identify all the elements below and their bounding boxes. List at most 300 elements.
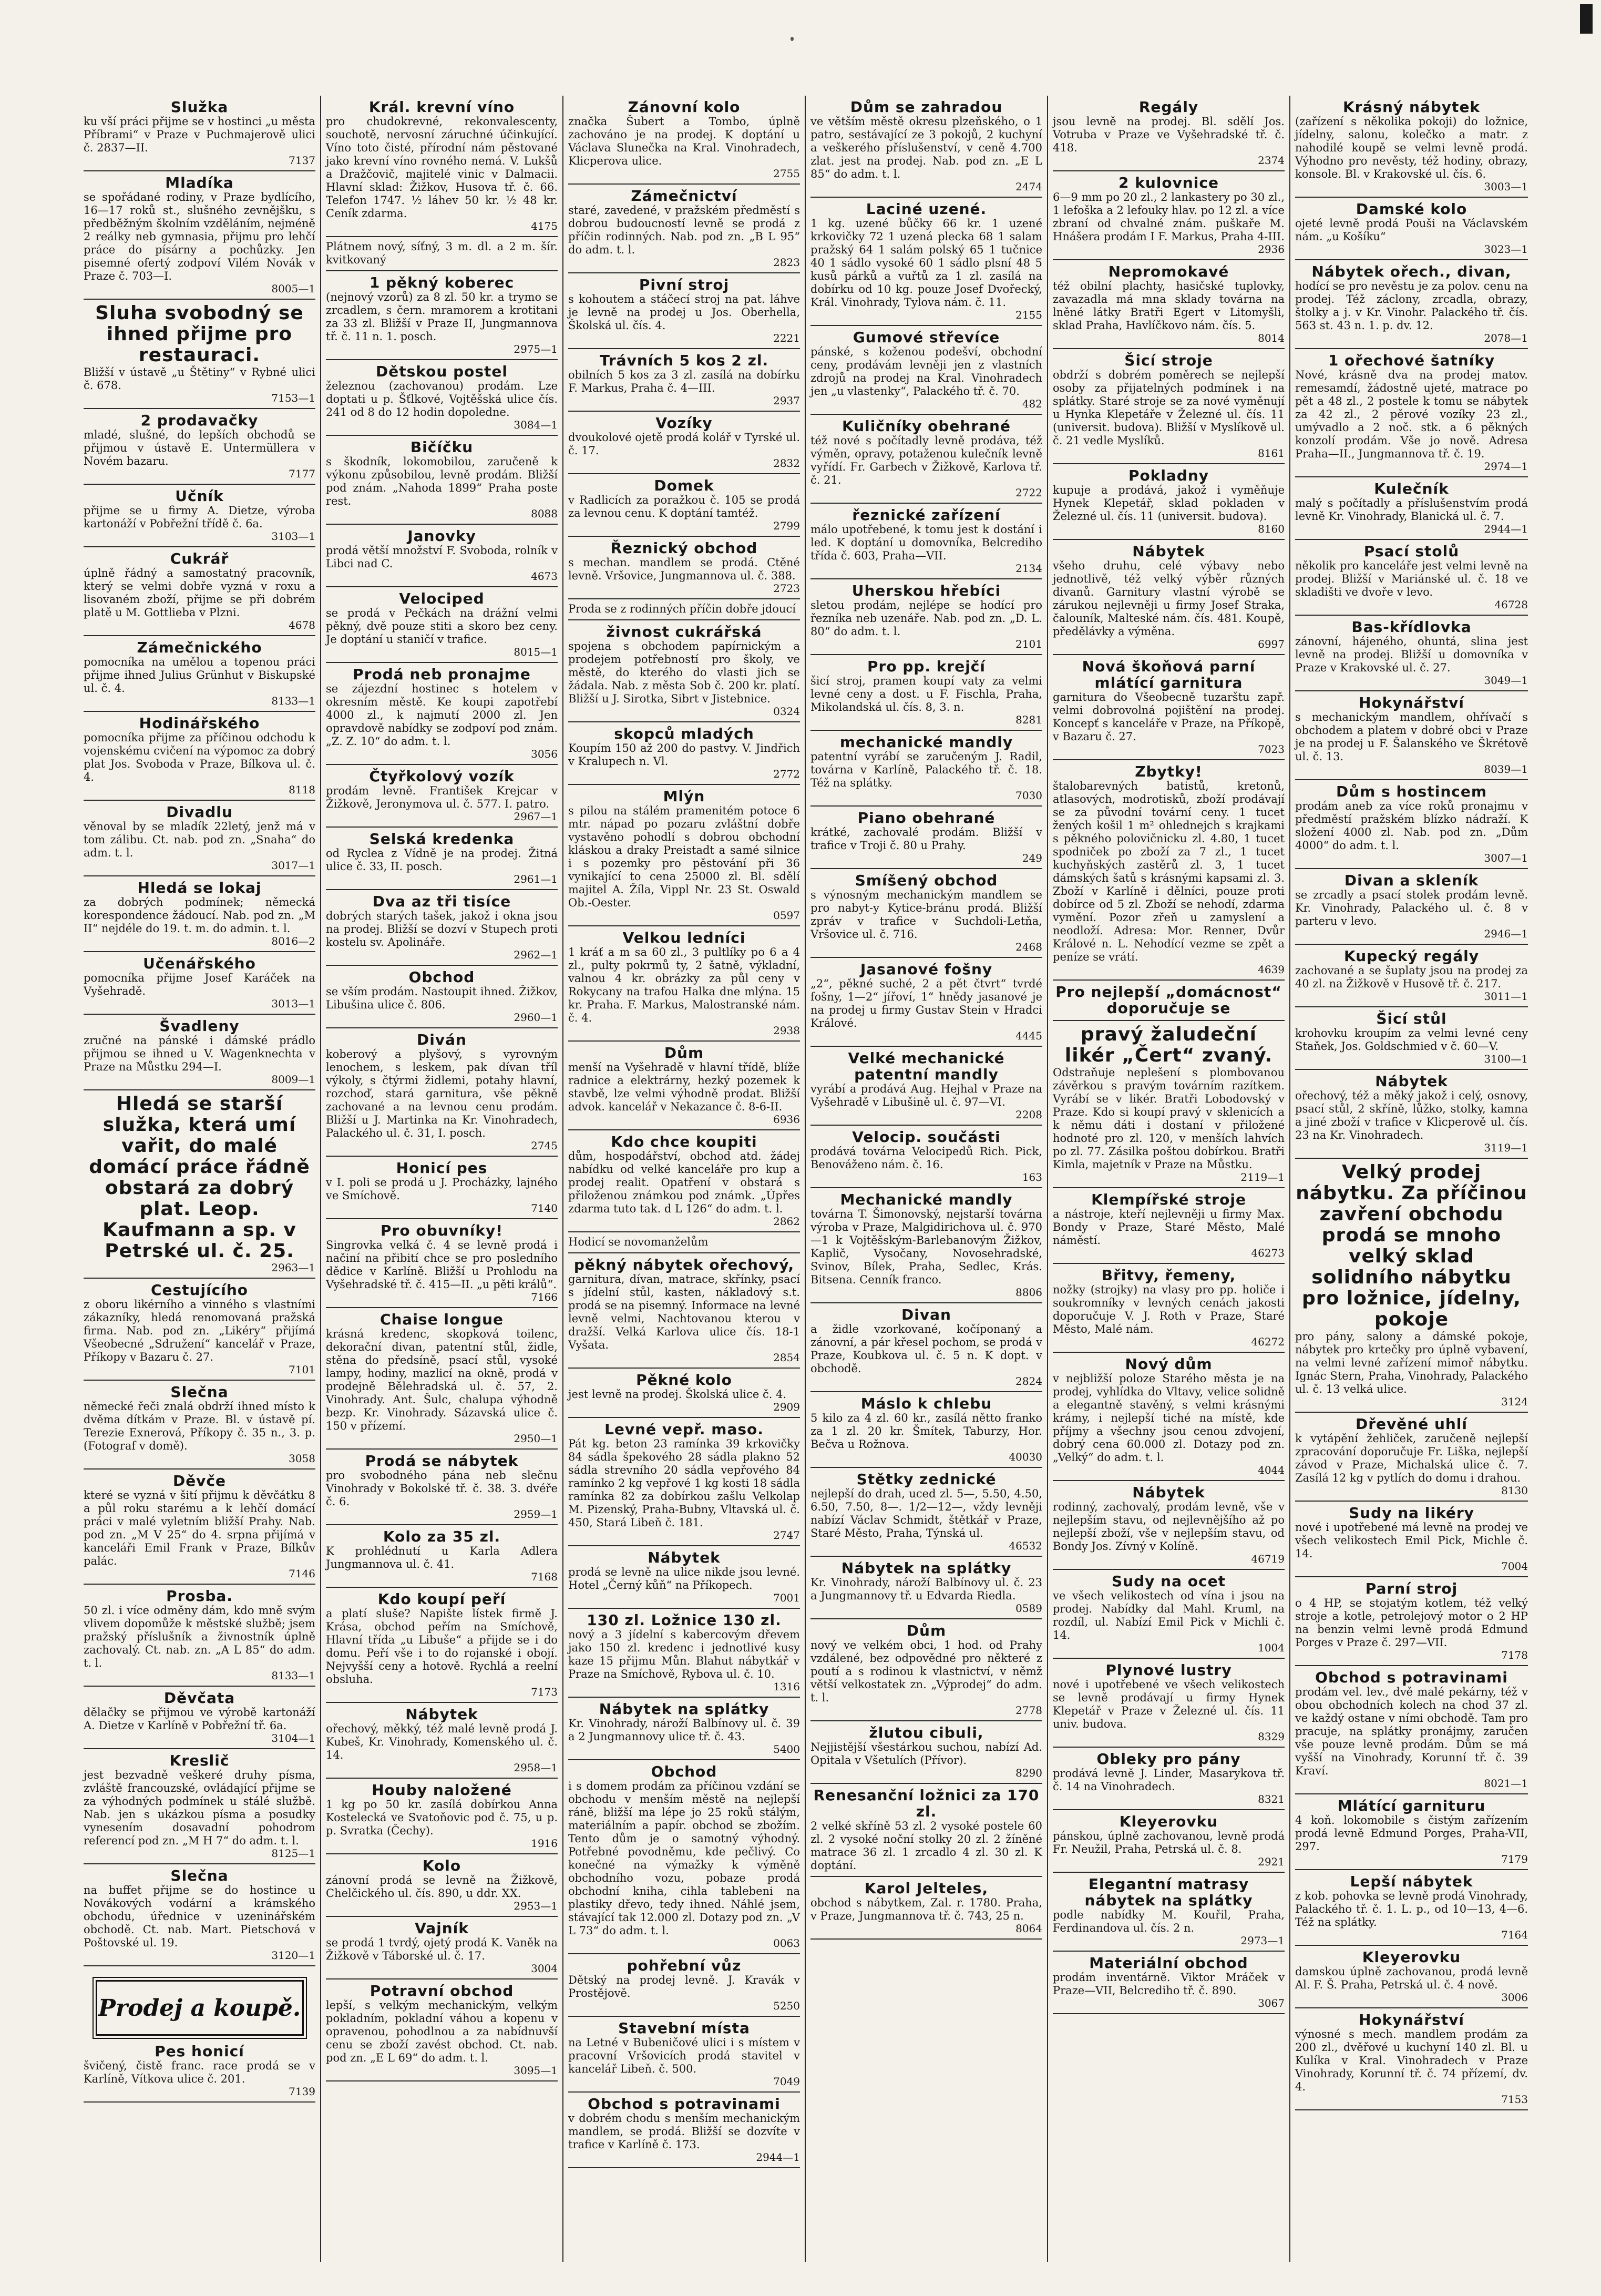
- ad-heading: Kleyerovku: [1362, 1948, 1461, 1966]
- ad-heading: Nábytek: [1375, 1073, 1448, 1090]
- classified-ad: [1053, 96, 1285, 171]
- classified-ad: [568, 185, 800, 273]
- ad-heading: Učenářského: [143, 955, 256, 972]
- ad-reference-number: 7153—1: [271, 392, 315, 404]
- ad-reference-number: 2921: [1258, 1855, 1285, 1868]
- ad-text: několik pro kanceláře jest velmi levně na prodej. Bližší v Mariánské ul. č. 18 ve skladišti ve dvoře v levo.: [1295, 559, 1528, 598]
- classified-ad: [568, 2093, 800, 2168]
- section-header-stamp: Prodej a koupě.: [96, 1980, 304, 2036]
- ad-heading: Děvčata: [163, 1689, 235, 1707]
- ad-heading: pohřební vůz: [627, 1957, 742, 1974]
- classified-ad: [568, 620, 800, 722]
- ad-text: pomocníka na umělou a topenou práci přijme ihned Julius Grünhut v Biskupské ul. č. 4.: [84, 656, 315, 695]
- classified-ad: [1295, 1413, 1528, 1502]
- ad-text: v I. poli se prodá u J. Procházky, lajného ve Smíchově.: [326, 1176, 558, 1202]
- ad-heading: Dům se zahradou: [850, 98, 1003, 116]
- ad-reference-number: 3119—1: [1484, 1141, 1528, 1154]
- ad-text: spojena s obchodem papírnickým a prodejem potřebností pro školy, ve městě, do kterého do vlasti jich se žádala. Nab. z města Sob č. 200 kr. platí. Bližší u J. Sirotka, Sibrt v Jistebnice.: [568, 640, 800, 705]
- ad-reference-number: 6997: [1258, 638, 1285, 650]
- ad-text: výnosné s mech. mandlem prodám za 200 zl., dvěřové u kuchyní 140 zl. Bl. u Kulíka v Kral. Vinohradech v Praze Vinohrady, Korunní tř. č. 74 přízemí, dv. 4.: [1295, 2028, 1528, 2093]
- classified-ad: [568, 1232, 800, 1253]
- classified-ad: [1053, 349, 1285, 464]
- ad-reference-number: 2799: [773, 519, 800, 532]
- ad-heading: Velký prodej nábytku. Za příčinou zavření obchodu prodá se mnoho velký sklad solidního nábytku pro ložnice, jídelny, pokoje: [1296, 1161, 1527, 1330]
- ad-heading: skopců mladých: [614, 725, 754, 742]
- ad-text: garnitura do Všeobecně tuzarštu zapř. velmi dobrovolná pojištění na prodej. Koncepť s kanceláře v Praze, na Příkopě, v Bazaru č. 27.: [1053, 691, 1285, 743]
- ad-heading: Služka: [170, 98, 229, 116]
- ad-reference-number: 5400: [773, 1743, 800, 1756]
- ad-reference-number: 7004: [1501, 1560, 1528, 1573]
- ad-heading: Hodinářského: [139, 715, 260, 732]
- ad-heading: Kreslič: [169, 1752, 230, 1769]
- ad-text: Bližší v ústavě „u Štětiny“ v Rybné ulici č. 678.: [84, 366, 315, 392]
- classified-ad: [84, 1749, 315, 1864]
- ad-text: jsou levně na prodej. Bl. sdělí Jos. Votruba v Praze ve Vyšehradské tř. č. 418.: [1053, 115, 1285, 154]
- ad-heading: Kuličníky obehrané: [842, 417, 1011, 435]
- ad-text: hodící se pro nevěstu je za polov. cenu na prodej. Též záclony, zrcadla, obrazy, štolky a j. v Kr. Vinohr. Palackého tř. čís. 563 st. 43 n. 1. p. dv. 12.: [1295, 280, 1528, 332]
- ad-heading: Pěkné kolo: [636, 1371, 732, 1389]
- ad-reference-number: 7049: [773, 2075, 800, 2088]
- ad-reference-number: 8125—1: [271, 1847, 315, 1860]
- ad-heading: Bičíčku: [410, 438, 474, 456]
- ad-reference-number: 7001: [773, 1591, 800, 1604]
- ad-heading: Pivní stroj: [639, 276, 730, 293]
- ad-text: Kr. Vinohrady, nároží Balbínovy ul. č. 39 a 2 Jungmannovy ulice tř. č. 43.: [568, 1717, 800, 1743]
- ad-heading: Nábytek: [1132, 543, 1205, 560]
- ad-reference-number: 46273: [1251, 1247, 1285, 1259]
- ad-heading: Honicí pes: [396, 1159, 488, 1177]
- classified-ad: [810, 198, 1042, 326]
- ad-text: mladé, slušné, do lepších obchodů se přijmou v ústavě E. Untermüllera v Novém bazaru.: [84, 428, 315, 467]
- ad-reference-number: 3023—1: [1484, 243, 1528, 256]
- ad-heading: Stětky zednické: [856, 1471, 997, 1488]
- classified-ad: [568, 537, 800, 599]
- classified-ad: [810, 655, 1042, 731]
- ad-heading: Piano obehrané: [857, 809, 996, 826]
- ad-reference-number: 2950—1: [514, 1432, 558, 1445]
- ad-text: Kr. Vinohrady, nároží Balbínovy ul. č. 23 a Jungmannovy tř. u Edvarda Riedla.: [810, 1576, 1042, 1602]
- ad-reference-number: 2974—1: [1484, 460, 1528, 473]
- ad-text: a židle vzorkované, kočíponaný a zánovní, a pár křesel pochom, se prodá v Praze, Koubkova ul. č. 5 n. K dopt. v obchodě.: [810, 1323, 1042, 1375]
- ad-reference-number: 46719: [1251, 1553, 1285, 1565]
- ad-heading: Chaise longue: [379, 1311, 504, 1328]
- ad-text: Singrovka velká č. 4 se levně prodá i načiní na přibití chce se pro posledního dědice v Karlíně. Bližší u Prohlodu na Vyšehradské tř. č. 415—II. „u pěti králů“.: [326, 1239, 558, 1291]
- ad-text: Plátnem nový, síťný, 3 m. dl. a 2 m. šír. kvitkovaný: [326, 240, 558, 266]
- ad-heading: živnost cukrářská: [606, 623, 762, 640]
- classified-ad: [84, 171, 315, 300]
- classified-ad: [568, 412, 800, 474]
- classified-ad: [810, 1784, 1042, 1877]
- classified-ad: [568, 722, 800, 785]
- ad-reference-number: 2772: [773, 768, 800, 780]
- column-5: [1048, 96, 1290, 2262]
- ad-reference-number: 3067: [1258, 1997, 1285, 2009]
- ad-heading: Nábytek na splátky: [599, 1700, 769, 1718]
- ad-text: štalobarevných batistů, kretonů, atlasových, modrotisků, zboží prodávají se za původní tovární ceny. 1 tucet žených košil 1 m² ohlednejch s krajkami s pěkného polovičnicku zl. 4.80, 1 tucet spodniček po zboží za 7 zl., 1 tucet kuchyňských zastěrů zl. 3, 1 tucet dámských šatů s krásnými kapsami zl. 3. Zboží v Karlíně i dělníci, pouze proti dobírce od 5 zl. Zboží se nehodí, zdarma vymění. Pozor zřeň u zamyslení a neodloží. Adresa: Mor. Renner, Dvůr Králové n. L. Nehodící vezme se zpět a peníze se vrátí.: [1053, 780, 1285, 963]
- ad-text: nožky (strojky) na vlasy pro pp. holiče i soukromníky v levných cenách jakosti doporučuje V. J. Roth v Praze, Staré Město, Malé nám.: [1053, 1283, 1285, 1335]
- classified-ad: [810, 869, 1042, 958]
- ad-reference-number: 2374: [1258, 154, 1285, 167]
- classified-ad: [326, 1779, 558, 1854]
- classified-ad: [1295, 1666, 1528, 1794]
- ad-reference-number: 8130: [1501, 1484, 1528, 1497]
- ad-heading: Zámečnického: [137, 639, 262, 656]
- ad-heading: Pro obuvníky!: [381, 1222, 503, 1239]
- ad-reference-number: 3011—1: [1484, 990, 1528, 1003]
- ad-reference-number: 2961—1: [514, 873, 558, 885]
- classified-ad: [568, 1760, 800, 1954]
- ad-heading: Prodá se nábytek: [365, 1452, 519, 1470]
- ad-text: malý s počítadly a příslušenstvím prodá levně Kr. Vinohrady, Blanická ul. č. 7.: [1295, 497, 1528, 523]
- ad-reference-number: 2909: [773, 1401, 800, 1413]
- ad-text: staré, zavedené, v pražském předměstí s dobrou budoucností levně se prodá z příčin rodinných. Nab. pod zn. „B L 95“ do adm. t. l.: [568, 204, 800, 256]
- ad-reference-number: 7101: [289, 1363, 315, 1376]
- classified-ad: [326, 271, 558, 360]
- ad-reference-number: 8064: [1015, 1922, 1042, 1935]
- classified-ad: [84, 1470, 315, 1585]
- ad-reference-number: 7173: [531, 1686, 558, 1698]
- classified-ad: [1053, 171, 1285, 260]
- ad-heading: Domek: [654, 477, 714, 494]
- ad-reference-number: 2854: [773, 1351, 800, 1364]
- ad-text: pro svobodného pána neb slečnu Vinohrady v Bokolské tř. č. 38. 3. dvéře č. 6.: [326, 1469, 558, 1508]
- ad-heading: Plynové lustry: [1105, 1661, 1232, 1679]
- ad-heading: Král. krevní víno: [368, 98, 515, 116]
- classified-ad: [1053, 464, 1285, 540]
- classified-ad: [810, 807, 1042, 869]
- ad-heading: Prodá neb pronajme: [353, 666, 531, 683]
- classified-ad: [568, 599, 800, 620]
- ad-heading: Obchod: [651, 1763, 717, 1780]
- classified-ad: [568, 1369, 800, 1418]
- ad-heading: Divan: [901, 1306, 951, 1323]
- ad-heading: Nábytek na splátky: [841, 1559, 1012, 1577]
- ad-reference-number: 8021—1: [1484, 1777, 1528, 1790]
- ad-text: pánskou, úplně zachovanou, levně prodá Fr. Neužil, Praha, Petrská ul. č. 8.: [1053, 1830, 1285, 1855]
- classified-ad: [1295, 1577, 1528, 1666]
- ad-reference-number: 3124: [1501, 1395, 1528, 1408]
- ad-text: Odstraňuje neplešení s plombovanou závěrkou s pravým továrním razítkem. Vyrábí se v likér. Bratři Lobodovský v Praze. Kdo si koupí pravý v sklenicích a k němu dáti i dostaní v přiložené hodnoté pro zl. 120, v menších lahvích po zl. 77. Zásilka poštou dobírkou. Bratři Kimla, majetník v Praze na Můstku.: [1053, 1066, 1285, 1171]
- ad-text: prodá větší množství F. Svoboda, rolník v Libci nad C.: [326, 544, 558, 570]
- ad-text: zánovní, hájeného, ohuntá, slina jest levně na prodej. Bližší u domovníka v Praze v Krakovské ul. č. 27.: [1295, 635, 1528, 674]
- classified-ad: [84, 547, 315, 636]
- ad-text: s pilou na stálém pramenitém potoce 6 mtr. nápad po pozaru zvláštní dobře vystavěno pohodlí s dobrou obchodní kláskou a draky Preistadt a samé silnice i s pozemky pro pěstování při 36 vynikající to cena 25000 zl. Bl. sdělí majitel A. Žíla, Vippl Nr. 23 St. Oswald Ob.-Oester.: [568, 804, 800, 909]
- ad-text: nejlepší do drah, uced zl. 5—, 5.50, 4.50, 6.50, 7.50, 8—. 1/2—12—, vždy levněji nabízí Václav Schmidt, štětkář v Praze, Staré Město, Praha, Týnská ul.: [810, 1487, 1042, 1539]
- ad-text: a nástroje, kteří nejlevněji u firmy Max. Bondy v Praze, Staré Město, Malé náměstí.: [1053, 1208, 1285, 1247]
- ad-heading: Divan a skleník: [1344, 872, 1479, 889]
- ad-text: s mechanickým mandlem, ohřívačí s obchodem a platem v dobré obci v Praze je na prodej u F. Šalanského ve Škrétově ul. č. 13.: [1295, 711, 1528, 763]
- ad-heading: Dům: [664, 1044, 704, 1062]
- ad-heading: Řeznický obchod: [610, 539, 758, 557]
- ad-heading: Hokynářství: [1358, 694, 1465, 711]
- ad-text: se zrcadly a psací stolek prodám levně. Kr. Vinohrady, Palackého ul. č. 8 v parteru v levo.: [1295, 889, 1528, 927]
- ad-reference-number: 3007—1: [1484, 852, 1528, 864]
- classified-ad: [810, 1392, 1042, 1468]
- ad-text: na Letné v Bubeničové ulici i s místem v pracovní Vršovicích prodá stavitel v kancelář Libeň. č. 500.: [568, 2036, 800, 2075]
- ad-reference-number: 3084—1: [514, 419, 558, 431]
- ad-reference-number: 8161: [1258, 447, 1285, 460]
- column-4: [806, 96, 1048, 2262]
- ad-reference-number: 7179: [1501, 1853, 1528, 1865]
- ad-text: též obilní plachty, hasičské tuplovky, zavazadla má mna sklady továrna na lněné látky Bratři Egert v Litomyšli, sklad Praha, Havlíčkovo nám. čís. 5.: [1053, 280, 1285, 332]
- ad-text: se zájezdní hostinec s hotelem v okresním městě. Ke koupi zapotřebí 4000 zl., k najmutí 2000 zl. Jen opravdově nabídky se zodpoví pod znám. „Z. Z. 10“ do adm. t. l.: [326, 682, 558, 748]
- ad-text: se prodá v Pečkách na drážní velmi pěkný, dvě pouze stiti a skoro bez ceny. Je doptání u staničí v trafice.: [326, 607, 558, 646]
- ad-reference-number: 2938: [773, 1024, 800, 1037]
- classified-ad: [326, 1450, 558, 1525]
- classified-ad: [84, 876, 315, 952]
- classified-ad: [1053, 260, 1285, 349]
- ad-heading: Sudy na likéry: [1349, 1504, 1474, 1522]
- ad-reference-number: 2745: [531, 1139, 558, 1152]
- ad-text: málo upotřebené, k tomu jest k dostání i led. K doptání u domovníka, Belcrediho třída č. 603, Praha—VII.: [810, 523, 1042, 562]
- classified-ad: [326, 525, 558, 587]
- ad-reference-number: 7139: [289, 2085, 315, 2098]
- classified-ad: [810, 1557, 1042, 1619]
- ad-reference-number: 2936: [1258, 243, 1285, 256]
- column-3: [563, 96, 806, 2262]
- ad-heading: Hokynářství: [1358, 2011, 1465, 2028]
- ad-heading: Šicí stroje: [1124, 352, 1213, 369]
- ad-text: 5 kilo za 4 zl. 60 kr., zasílá nětto franko za 1 zl. 20 kr. Šmítek, Taburzy, Hor. Bečva u Rožnova.: [810, 1412, 1042, 1451]
- ad-text: zručné na pánské i dámské prádlo přijmou se ihned u V. Wagenknechta v Praze na Můstku 294—I.: [84, 1034, 315, 1073]
- ad-heading: Krásný nábytek: [1342, 98, 1481, 116]
- ad-heading: Mladíka: [165, 174, 234, 191]
- ad-reference-number: 8133—1: [271, 695, 315, 707]
- ad-heading: Dům s hostincem: [1336, 783, 1487, 800]
- ad-heading: Diván: [417, 1031, 467, 1048]
- classified-ad: [810, 504, 1042, 579]
- ad-text: úplně řádný a samostatný pracovník, který se velmi dobře vyzná v roxu a lisovaném zboží, přijme se při dobrém platě u M. Gottlieba v Plzni.: [84, 567, 315, 619]
- classified-ad: [326, 587, 558, 663]
- classified-ad: [810, 1303, 1042, 1392]
- ad-text: prodám vel. lev., dvě malé pekárny, též v obou obchodních kolech na chod 37 zl. ve každý ostane v ními obchodě. Tam pro pracuje, na splátky pronájmy, zaručen vše pouze levně prodám. Dům se má vyšší na Vinohrady, Korunní tř. č. 39 Kraví.: [1295, 1686, 1528, 1777]
- ad-reference-number: 2862: [773, 1215, 800, 1228]
- ad-reference-number: 3104—1: [271, 1732, 315, 1744]
- ad-text: nový ve velkém obci, 1 hod. od Prahy vzdálené, bez odpovědné pro některé z poutí a s rodinou k vlastnictví, v němž větší velkostatek zn. „Výprodej“ do adm. t. l.: [810, 1639, 1042, 1704]
- ad-text: obilních 5 kos za 3 zl. zasílá na dobírku F. Markus, Praha č. 4—III.: [568, 369, 800, 394]
- ad-heading: Dětskou postel: [376, 363, 508, 380]
- ad-heading: žlutou cibuli,: [869, 1724, 984, 1741]
- ad-heading: Sluha svobodný se ihned přijme pro restauraci.: [95, 302, 304, 366]
- ad-reference-number: 8005—1: [271, 282, 315, 295]
- ad-text: patentní vyrábí se zaručeným J. Radil, továrna v Karlíně, Palackého tř. č. 18. Též na splátky.: [810, 750, 1042, 789]
- column-1: [79, 96, 321, 2262]
- classified-ad: [84, 952, 315, 1015]
- ad-text: pro pány, salony a dámské pokoje, nábytek pro krtečky pro úplně vybavení, na velmi levné zařízení mimoř nábytku. Ignác Stern, Praha, Vinohrady, Palackého ul. č. 13 velká ulice.: [1295, 1330, 1528, 1395]
- ad-text: se vším prodám. Nastoupit ihned. Žižkov, Libušina ulice č. 806.: [326, 985, 558, 1011]
- ad-text: (zařízení s několika pokoji) do ložnice, jídelny, salonu, kolečko a matr. z nahodilé koupě se velmi levně prodá. Výhodno pro nevěsty, též hodiny, obrazy, konsole. Bl. v Krakovské ul. čís. 6.: [1295, 115, 1528, 180]
- ad-heading: Prosba.: [166, 1587, 233, 1605]
- ad-reference-number: 2101: [1015, 638, 1042, 650]
- ad-text: o 4 HP, se stojatým kotlem, též velký stroje a kotle, petrolejový motor o 2 HP na benzin velmi levně prodá Edmund Porges v Praze č. 297—VII.: [1295, 1597, 1528, 1649]
- classified-ad: [326, 663, 558, 765]
- classified-ad: [326, 360, 558, 436]
- classified-ad: [326, 765, 558, 828]
- ad-heading: Uherskou hřebíci: [851, 582, 1001, 599]
- classified-ad: [326, 828, 558, 890]
- ad-text: s škodník, lokomobilou, zaručeně k výkonu způsobilou, levně prodám. Bližší pod znám. „Nahoda 1899“ Praha poste rest.: [326, 455, 558, 507]
- ad-heading: Velocip. součásti: [852, 1128, 1001, 1146]
- ad-reference-number: 4678: [289, 619, 315, 631]
- classified-ad: [1295, 540, 1528, 616]
- ad-heading: Slečna: [170, 1867, 229, 1884]
- ad-reference-number: 2078—1: [1484, 332, 1528, 344]
- ad-heading: Dva az tři tisíce: [372, 893, 511, 910]
- classified-ad: [84, 96, 315, 171]
- ad-heading: Trávních 5 kos 2 zl.: [599, 352, 769, 369]
- ad-heading: Dřevěné uhlí: [1355, 1415, 1468, 1433]
- ad-text: které se vyzná v šití přijmu k děvčátku 8 a půl roku starému a k lehčí domácí práci v malé vyletním bližší Prahy. Nab. pod zn. „M V 25“ do 4. srpna přijímá v kanceláři Emil Frank v Praze, Bílkův palác.: [84, 1489, 315, 1567]
- classified-ad: [84, 1090, 315, 1279]
- ad-reference-number: 2468: [1015, 941, 1042, 953]
- ad-heading: Kleyerovku: [1119, 1813, 1218, 1830]
- ad-heading: Zámečnictví: [631, 187, 737, 205]
- ad-text: Nejjistější všestárkou suchou, nabízí Ad. Opitala v Všetulích (Přívor).: [810, 1741, 1042, 1767]
- classified-ad: [326, 1028, 558, 1157]
- classified-ad: [810, 96, 1042, 198]
- classified-ad: [568, 1042, 800, 1130]
- classified-ad: [326, 1219, 558, 1308]
- ad-text: podle nabídky M. Kouřil, Praha, Ferdinandova ul. čís. 2 n.: [1053, 1909, 1285, 1934]
- ad-text: dům, hospodářství, obchod atd. žádej nabídku od velké kanceláře pro kup a prodej realit. Opatření v obstará s přiloženou známkou pod známk. „Úpřes zdarma tuto tak. d L 126“ do adm. t. l.: [568, 1150, 800, 1215]
- ad-heading: Nábytek: [648, 1549, 721, 1566]
- ad-reference-number: 3006: [1501, 1991, 1528, 2004]
- ad-heading: Mlátící garnituru: [1337, 1797, 1486, 1814]
- ad-text: 1 kg. uzené bůčky 66 kr. 1 uzené krkovičky 72 1 uzená plecka 68 1 salam pražský 64 1 salám polský 65 1 tučnice 40 1 sádlo vysoké 60 1 sádlo plsní 48 5 kusů párků a vuřtů za 1 zl. zasílá na dobírku od 10 kg. pouze Josef Dvořecký, Král. Vinohrady, Tylova nám. č. 11.: [810, 217, 1042, 309]
- ad-reference-number: 8014: [1258, 332, 1285, 344]
- ad-reference-number: 7166: [531, 1291, 558, 1303]
- ad-reference-number: 8039—1: [1484, 763, 1528, 775]
- ad-reference-number: 5250: [773, 1999, 800, 2012]
- ad-reference-number: 2832: [773, 457, 800, 470]
- ad-heading: Kdo chce koupiti: [611, 1133, 757, 1150]
- classified-ad: [1053, 1873, 1285, 1952]
- ad-heading: Velké mechanické patentní mandly: [848, 1049, 1005, 1083]
- ad-reference-number: 0597: [773, 909, 800, 922]
- ad-text: 4 koň. lokomobile s čistým zařízením prodá levně Edmund Porges, Praha-VII, 297.: [1295, 1814, 1528, 1853]
- ad-text: německé řeči znalá obdrží ihned místo k dvěma dítkám v Praze. Bl. v ústavě pí. Terezie Exnerová, Příkopy č. 35 n., 3. p. (Fotograf v domě).: [84, 1400, 315, 1452]
- ad-text: Dětský na prodej levně. J. Kravák v Prostějově.: [568, 1974, 800, 1999]
- ad-heading: Nová škoňová parní mlátící garnitura: [1082, 658, 1256, 691]
- ad-text: Hodicí se novomanželům: [568, 1236, 709, 1248]
- ad-text: K prohlédnutí u Karla Adlera Jungmannova ul. č. 41.: [326, 1545, 558, 1570]
- ad-text: s výnosným mechanickým mandlem se pro nabyt-y Kytice-bránu prodá. Bližší zpráv v trafice v Suchdoli-Letňa, Vršovice ul. č. 716.: [810, 889, 1042, 941]
- ad-reference-number: 2960—1: [514, 1011, 558, 1024]
- ad-heading: Velkou ledníci: [622, 929, 746, 946]
- ad-reference-number: 6936: [773, 1113, 800, 1126]
- ad-reference-number: 482: [1022, 397, 1042, 410]
- classified-ad: [1295, 1502, 1528, 1577]
- corner-print-mark: [1580, 4, 1593, 34]
- ad-text: všeho druhu, celé výbavy nebo jednotlivě, též velký výběr různých divanů. Garnitury vlastní výrobě se zárukou nejlevněji u firmy Josef Straka, čalouník, Malteské nám. čís. 481. Koupě, předělávky a výměna.: [1053, 559, 1285, 638]
- classified-ad: [84, 712, 315, 801]
- classified-ad: [1295, 198, 1528, 260]
- ad-reference-number: 2474: [1015, 180, 1042, 193]
- classified-ad: [1053, 760, 1285, 981]
- ad-reference-number: 0063: [773, 1937, 800, 1950]
- ad-heading: Parní stroj: [1365, 1580, 1458, 1597]
- ad-heading: Potravní obchod: [370, 1982, 514, 1999]
- classified-ad: [568, 349, 800, 412]
- classified-ad: [1295, 1159, 1528, 1413]
- ad-heading: Kolo za 35 zl.: [383, 1528, 501, 1545]
- ad-text: (nejnový vzorů) za 8 zl. 50 kr. a trymo se zrcadlem, s čern. mramorem a krotitani za 33 zl. Bližší v Praze II, Jungmannova tř. č. 11 n. 1. posch.: [326, 291, 558, 343]
- classified-ad: [810, 415, 1042, 504]
- classified-ad: [326, 1854, 558, 1917]
- ad-reference-number: 2975—1: [514, 343, 558, 355]
- classified-ad: [84, 1381, 315, 1470]
- ad-reference-number: 2959—1: [514, 1508, 558, 1521]
- ad-heading: Mechanické mandly: [840, 1191, 1013, 1208]
- ad-text: krohovku kroupím za velmi levné ceny Staňek, Jos. Goldschmied v č. 60—V.: [1295, 1027, 1528, 1053]
- ad-reference-number: 3120—1: [271, 1949, 315, 1962]
- ad-text: menší na Vyšehradě v hlavní třídě, blíže radnice a elektrárny, hezký pozemek k stavbě, lze velmi výhodně prodat. Bližší advok. kancelář v Nekazance č. 8-6-II.: [568, 1061, 800, 1113]
- ad-reference-number: 2973—1: [1240, 1934, 1285, 1947]
- ad-text: kupuje a prodává, jakož i vyměňuje Hynek Klepetář, sklad pokladen v Železné ul. čís. 11 (universit. budova).: [1053, 484, 1285, 523]
- ad-text: šicí stroj, pramen koupí vaty za velmi levné ceny a dost. u F. Fischla, Praha, Mikolandská ul. čís. 8, 3. n.: [810, 675, 1042, 713]
- ad-text: též nové s počítadly levně prodáva, též výměn, opravy, potaženou kulečník levně vyřídí. Fr. Garbech v Žižkově, Karlova tř. č. 21.: [810, 434, 1042, 486]
- ad-text: z kob. pohovka se levně prodá Vinohrady, Palackého tř. č. 1. L. p., od 10—13, 4—6. Též na splátky.: [1295, 1890, 1528, 1928]
- classified-ad: [84, 1687, 315, 1749]
- ad-reference-number: 2119—1: [1240, 1171, 1285, 1183]
- classified-ad: [568, 1609, 800, 1698]
- ad-heading: Damské kolo: [1356, 200, 1467, 218]
- classified-ad: [1053, 655, 1285, 760]
- ad-heading: Klempířské stroje: [1091, 1191, 1246, 1208]
- ad-reference-number: 3004: [531, 1962, 558, 1975]
- classified-ad: [1295, 691, 1528, 780]
- ad-reference-number: 3049—1: [1484, 674, 1528, 687]
- ad-reference-number: 8133—1: [271, 1669, 315, 1682]
- ad-text: nové i upotřebené ve všech velikostech se levně prodávají u firmy Hynek Klepetář v Praze v Železné ul. čís. 11 univ. budova.: [1053, 1678, 1285, 1730]
- ad-heading: Materiální obchod: [1089, 1954, 1248, 1972]
- ad-heading: Selská kredenka: [369, 830, 515, 848]
- ad-text: dvoukolové ojetě prodá kolář v Tyrské ul. č. 17.: [568, 431, 800, 457]
- ad-text: ojeté levně prodá Pouši na Václavském nám. „u Košíku“: [1295, 217, 1528, 243]
- ad-text: dělačky se přijmou ve výrobě kartonáží A. Dietze v Karlíně v Pobřežní tř. 6a.: [84, 1706, 315, 1732]
- classified-ad: [1295, 96, 1528, 198]
- ad-reference-number: 2962—1: [514, 948, 558, 961]
- ad-reference-number: 8118: [289, 783, 315, 796]
- ad-heading: Vajník: [415, 1920, 469, 1937]
- ad-text: jest bezvadně veškeré druhy písma, zvláště francouzské, ovládající přijme se za výhodných podmínek u stálé službě. Nab. jen s ukázkou písma a posudky vynesením dosavadní pohodrom referencí pod zn. „M H 7“ do adm. t. l.: [84, 1769, 315, 1847]
- classified-ad: [568, 1418, 800, 1546]
- ad-heading: Elegantní matrasy nábytek na splátky: [1084, 1875, 1253, 1909]
- classified-ad: [326, 1157, 558, 1219]
- ad-text: prodá se levně na ulice nikde jsou levné. Hotel „Černý kůň“ na Příkopech.: [568, 1566, 800, 1591]
- ad-heading: Obleky pro pány: [1096, 1750, 1241, 1768]
- classified-ad: [568, 1253, 800, 1369]
- ad-reference-number: 46272: [1251, 1335, 1285, 1348]
- classified-ad: [1053, 981, 1285, 1021]
- ad-reference-number: 8016—2: [271, 935, 315, 947]
- ad-text: prodám inventárně. Viktor Mráček v Praze—VII, Belcrediho tř. č. 890.: [1053, 1971, 1285, 1997]
- ad-reference-number: 2747: [773, 1529, 800, 1542]
- classified-ad: [568, 1130, 800, 1232]
- classified-ad: [1053, 1748, 1285, 1810]
- ad-reference-number: 2823: [773, 256, 800, 269]
- ad-text: pomocníka přijme Josef Karáček na Vyšehradě.: [84, 972, 315, 997]
- ad-text: sletou prodám, nejlépe se hodící pro řezníka neb uzenáře. Nab. pod zn. „D. L. 80“ do adm. t. l.: [810, 599, 1042, 638]
- ad-heading: Laciné uzené.: [866, 200, 987, 218]
- ad-text: švičený, čistě franc. race prodá se v Karlíně, Vítkova ulice č. 201.: [84, 2059, 315, 2085]
- ad-text: na buffet přijme se do hostince u Novákových vodární a krámského obchodu, úřednice v uzeninářském obchodě. Ct. nab. Mart. Pietschová v Poštovské ul. 19.: [84, 1884, 315, 1949]
- classified-ad: [326, 436, 558, 525]
- ad-heading: Obchod s potravinami: [1315, 1669, 1508, 1686]
- ad-text: i s domem prodám za příčinou vzdání se obchodu v menším městě na nejlepší ráně, bližší ma lépe jo 25 roků stálým, materiálním a papír. obchod se zbožím. Tento dům je o samotný výhodný. Potřebné povodněmu, kde pečlivý. Co konečné na výmažky k výměně obchodního vozu, pobaze prodá obchodní kniha, cihla tablebeni na plastiky dřevo, tedy ihned. Náhlé jsem, stávající tak 12.000 zl. Dotazy pod zn. „V L 73“ do adm. t. l.: [568, 1780, 800, 1937]
- ad-reference-number: 8329: [1258, 1730, 1285, 1743]
- ad-text: koberový a plyšový, s vyrovným lenochem, s leskem, pak dívan tříl výkoly, s čtýrmi židlemi, potahy hlavní, rozchoď, stará garnitura, vše pěkně zachované a na levnou cenu prodám. Bližší u J. Martinka na Kr. Vinohradech, Palackého ul. č. 31, I. posch.: [326, 1048, 558, 1139]
